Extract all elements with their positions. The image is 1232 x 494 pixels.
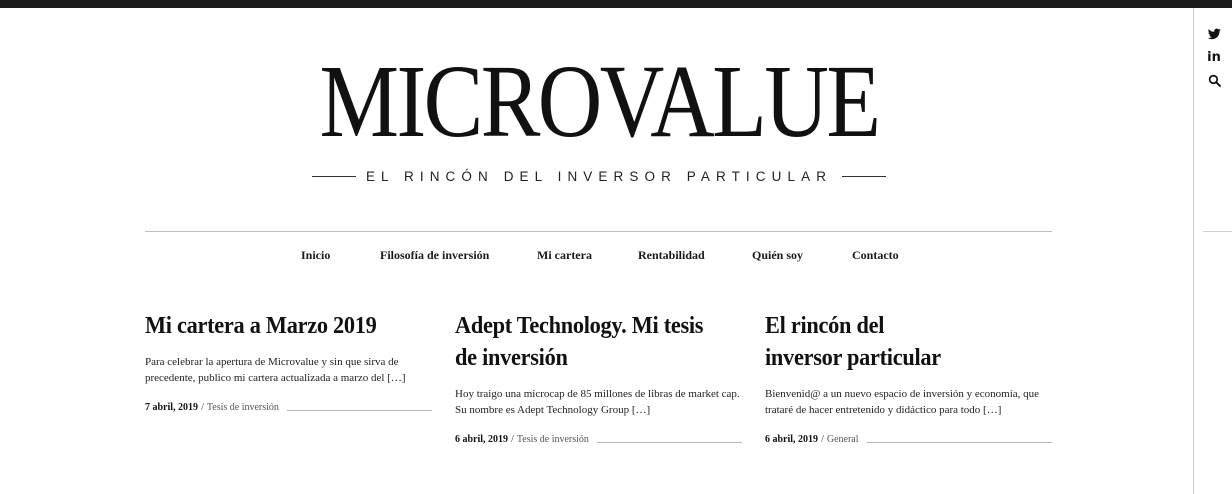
meta-rule [597,442,742,443]
linkedin-icon-label: in [1207,49,1221,65]
nav-item-mi-cartera[interactable]: Mi cartera [537,248,592,262]
post-date: 6 abril, 2019 [765,434,819,445]
linkedin-icon[interactable] [1206,49,1222,65]
nav-item-quien-soy[interactable]: Quién soy [752,248,804,262]
post-title-line[interactable]: El rincón del [765,313,885,339]
post-title-line[interactable]: de inversión [455,345,568,371]
post-category[interactable]: General [826,434,859,445]
meta-separator: / [511,434,514,445]
meta-rule [287,410,432,411]
post-date: 7 abril, 2019 [145,402,199,413]
post-meta [765,431,1052,445]
site-tagline: EL RINCÓN DEL INVERSOR PARTICULAR [365,168,833,184]
twitter-icon[interactable] [1206,26,1222,42]
post-title[interactable] [455,310,722,374]
top-bar [0,0,1232,8]
search-icon[interactable] [1206,72,1222,88]
post-card [765,310,1052,445]
post-title-line[interactable]: Mi cartera a Marzo 2019 [145,313,377,339]
meta-rule [867,442,1053,443]
post-meta [455,431,742,445]
header-divider [145,231,1052,232]
post-date: 6 abril, 2019 [455,434,509,445]
tagline-row [312,166,886,186]
post-card [455,310,742,445]
post-category[interactable]: Tesis de inversión [516,434,589,445]
rail-divider [1203,231,1232,232]
post-title-line[interactable]: Adept Technology. Mi tesis [455,313,704,339]
post-meta [145,399,432,413]
side-rail [1193,8,1232,494]
nav-item-filosofia[interactable]: Filosofía de inversión [380,248,490,262]
tagline-rule-right [842,176,886,177]
site-logo[interactable] [0,44,1197,159]
post-title[interactable] [765,310,1032,374]
post-excerpt: Hoy traigo una microcap de 85 millones de libras de market cap. Su nombre es Adept Technology Group […] [455,388,740,416]
post-category[interactable]: Tesis de inversión [206,402,279,413]
nav-item-contacto[interactable]: Contacto [852,248,899,262]
post-excerpt: Bienvenid@ a un nuevo espacio de inversión y economía, que trataré de hacer entretenido y didáctico para todo […] [765,388,1040,416]
post-excerpt: Para celebrar la apertura de Microvalue y sin que sirva de precedente, publico mi cartera actualizada a marzo del […] [145,356,406,384]
post-card [145,310,432,413]
search-icon-glyph [1208,74,1221,87]
nav-item-inicio[interactable]: Inicio [301,248,331,262]
tagline-rule-left [312,176,356,177]
meta-separator: / [201,402,204,413]
post-title-line[interactable]: inversor particular [765,345,941,371]
twitter-icon-glyph [1208,28,1221,40]
meta-separator: / [821,434,824,445]
post-title[interactable] [145,310,412,342]
main-nav [0,248,1197,266]
site-logo-text[interactable]: MICROVALUE [319,44,878,159]
nav-item-rentabilidad[interactable]: Rentabilidad [638,248,705,262]
